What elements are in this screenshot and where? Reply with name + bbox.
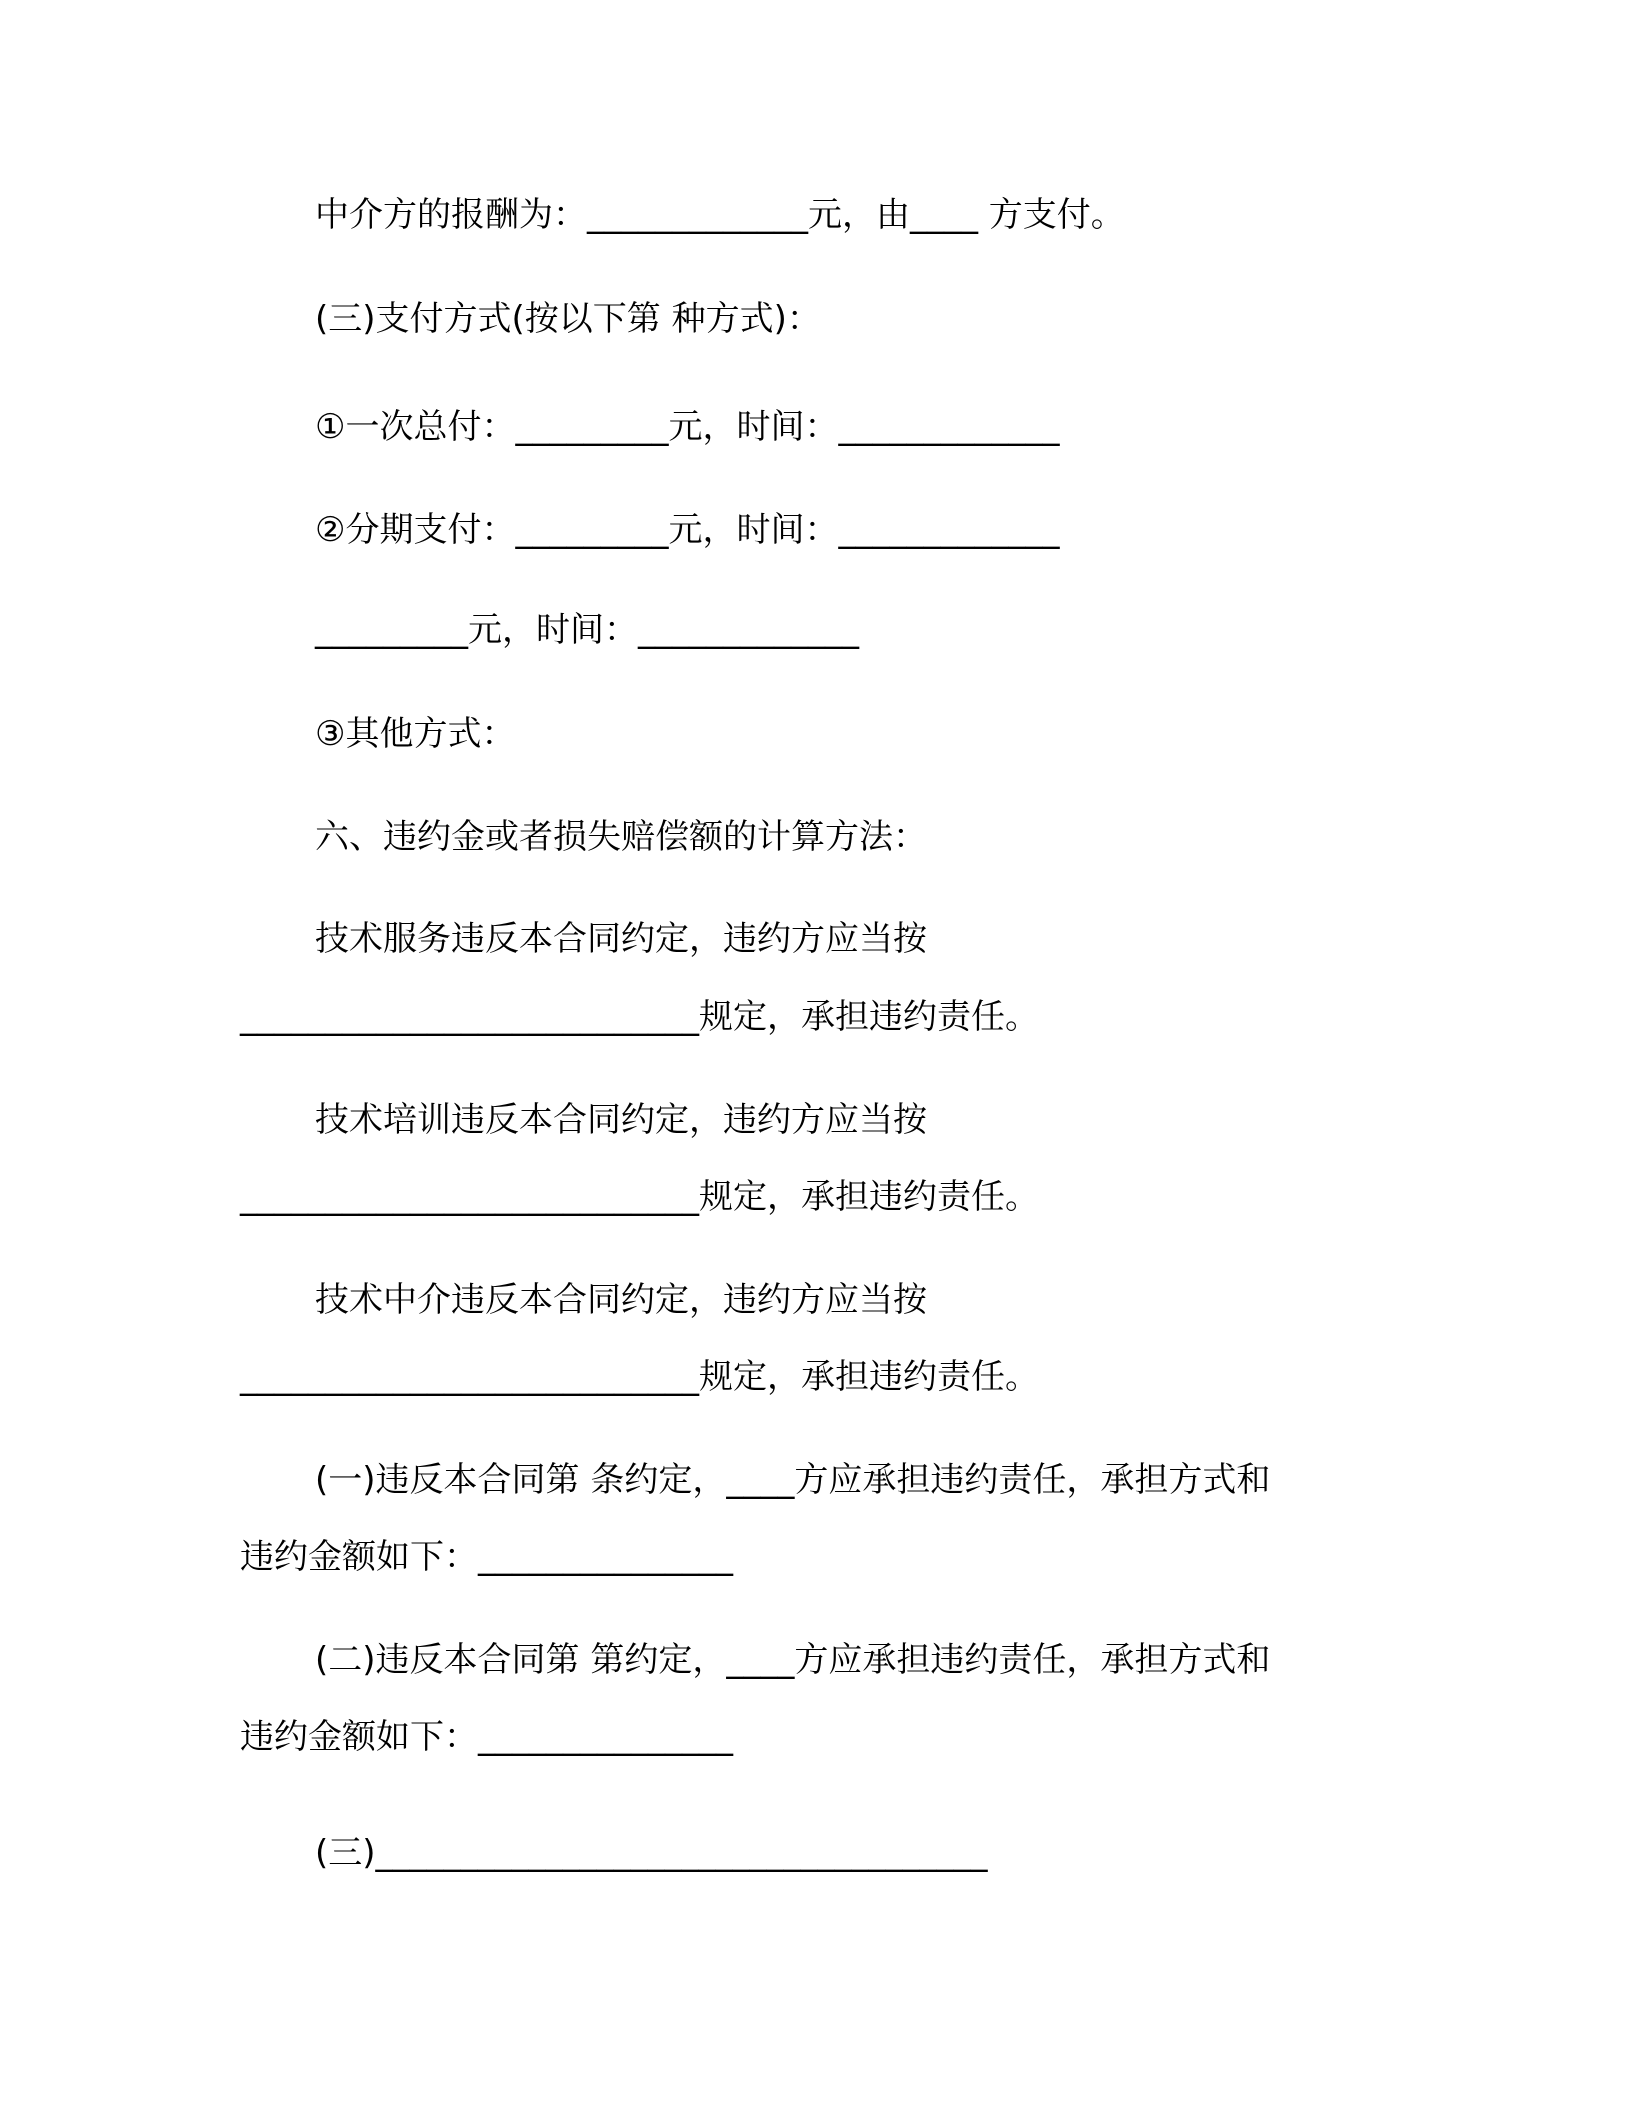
lump-sum-payment-line: ①一次总付：_________元，时间：_____________: [315, 407, 1060, 447]
breach-clause-three-line: (三)____________________________________: [315, 1833, 988, 1873]
intermediary-fee-line: 中介方的报酬为：_____________元，由____ 方支付。: [315, 195, 1125, 235]
other-payment-method-line: ③其他方式：: [315, 714, 516, 754]
tech-intermediary-breach-line: 技术中介违反本合同约定，违约方应当按: [315, 1280, 927, 1320]
payment-method-heading: (三)支付方式(按以下第 种方式)：: [315, 299, 821, 339]
installment-payment-line: ②分期支付：_________元，时间：_____________: [315, 510, 1060, 550]
tech-intermediary-breach-continuation: ___________________________规定，承担违约责任。: [240, 1357, 1039, 1397]
tech-training-breach-line: 技术培训违反本合同约定，违约方应当按: [315, 1100, 927, 1140]
section-six-heading: 六、违约金或者损失赔偿额的计算方法：: [315, 817, 927, 857]
installment-payment-line-2: _________元，时间：_____________: [315, 610, 859, 650]
tech-service-breach-line: 技术服务违反本合同约定，违约方应当按: [315, 919, 927, 959]
breach-clause-two-continuation: 违约金额如下：_______________: [240, 1717, 733, 1757]
breach-clause-one-line: (一)违反本合同第 条约定，____方应承担违约责任，承担方式和: [315, 1460, 1271, 1500]
tech-training-breach-continuation: ___________________________规定，承担违约责任。: [240, 1177, 1039, 1217]
breach-clause-one-continuation: 违约金额如下：_______________: [240, 1537, 733, 1577]
tech-service-breach-continuation: ___________________________规定，承担违约责任。: [240, 997, 1039, 1037]
breach-clause-two-line: (二)违反本合同第 第约定，____方应承担违约责任，承担方式和: [315, 1640, 1271, 1680]
